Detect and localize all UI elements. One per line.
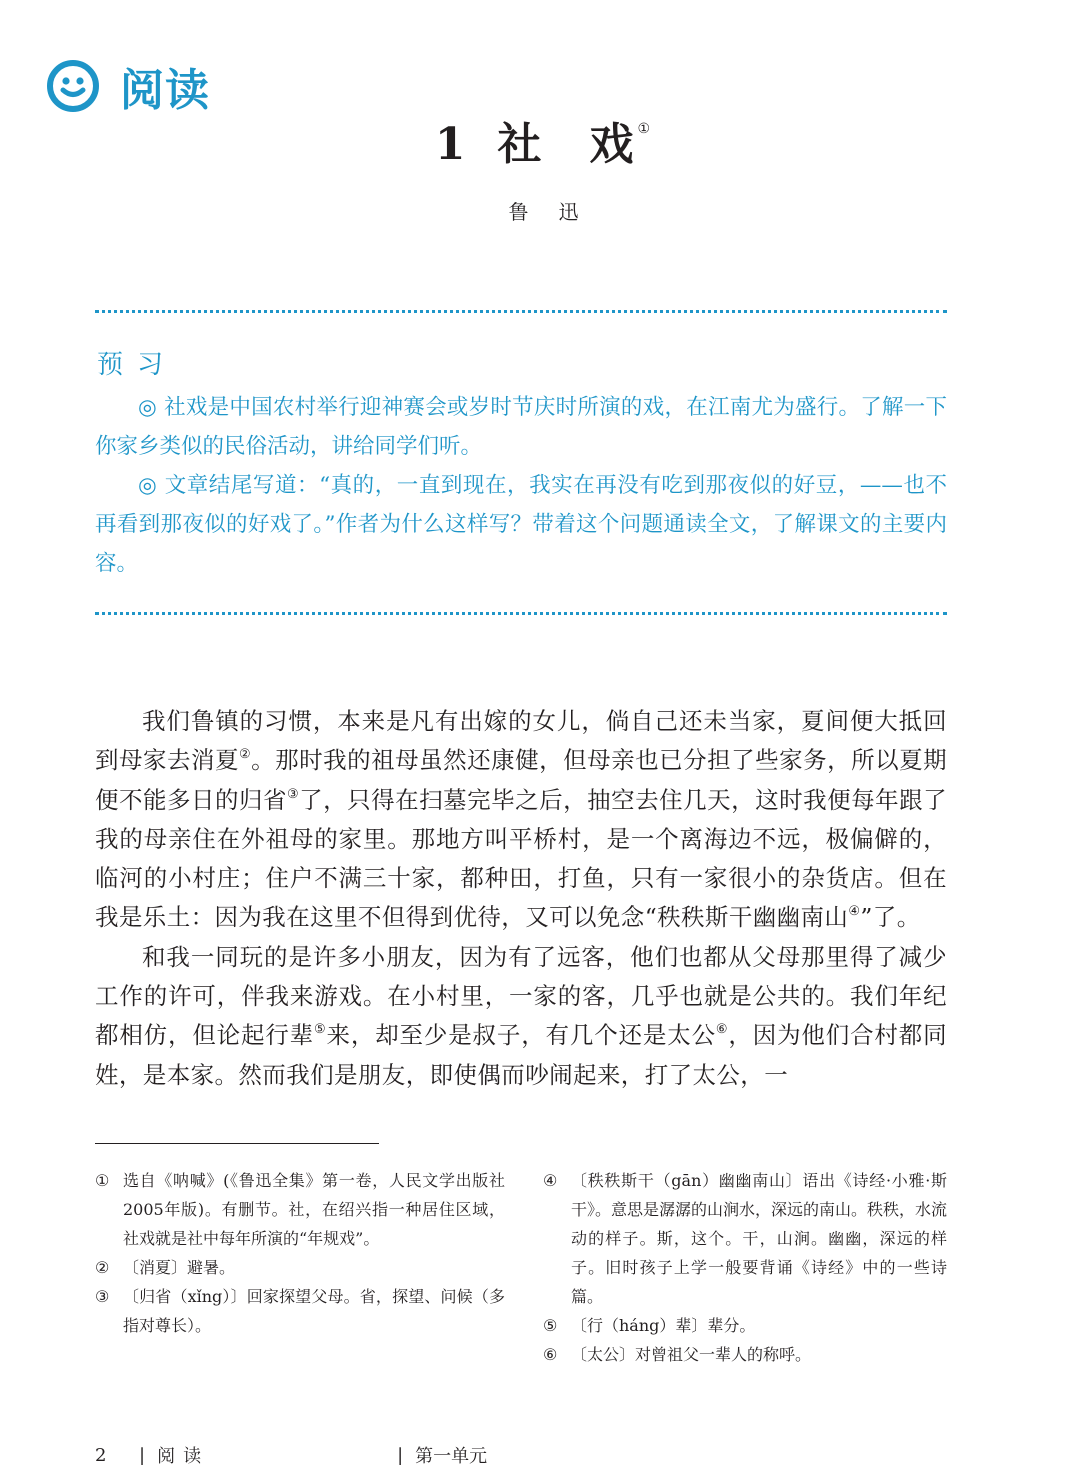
footnote-number: ④ [543,1171,558,1190]
footnote-ref[interactable]: ⑤ [314,1022,327,1038]
footnote-item [95,1253,505,1282]
footnote-ref[interactable]: ⑥ [715,1022,729,1038]
footnote-item [95,1282,505,1340]
body-paragraph: 我们鲁镇的习惯，本来是凡有出嫁的女儿，倘自己还未当家，夏间便大抵回到母家去消夏②。那时我的祖母虽然还康健，但母亲也已分担了些家务，所以夏期便不能多日的归省③了，只得在扫墓完毕之后，抽空去住几天，这时我便每年跟了我的母亲住在外祖母的家里。那地方叫平桥村，是一个离海边不远，极偏僻的，临河的小村庄；住户不满三十家，都种田，打鱼，只有一家很小的杂货店。但在我是乐土：因为我在这里不但得到优待，又可以免念“秩秩斯干幽幽南山④”了。 [95,707,947,932]
footnotes-left-column [95,1166,505,1340]
footnote-item [543,1340,947,1369]
footer-separator: | [397,1444,404,1466]
footnote-ref[interactable]: ④ [848,904,861,920]
footer-unit: 第一单元 [415,1446,488,1467]
footnote-ref[interactable]: ② [239,747,252,763]
footnote-text: 〔行（háng）辈〕辈分。 [571,1316,756,1335]
footnote-divider [95,1143,379,1144]
footnotes-right-column [543,1166,947,1369]
footnote-item [543,1311,947,1340]
footnote-item [95,1166,505,1253]
lesson-title-char-2: 戏 [589,119,636,170]
dotted-divider-top [95,310,947,313]
footnote-text: 选自《呐喊》(《鲁迅全集》第一卷，人民文学出版社2005年版)。有删节。社，在绍兴指一种居住区域，社戏就是社中每年所演的“年规戏”。 [123,1171,505,1248]
page-number: 2 [95,1444,107,1466]
lesson-title-char-1: 社 [497,119,544,170]
preview-item: ◎ 文章结尾写道：“真的，一直到现在，我实在再没有吃到那夜似的好豆，——也不再看到那夜似的好戏了。”作者为什么这样写？带着这个问题通读全文，了解课文的主要内容。 [95,473,947,576]
footnote-text: 〔太公〕对曾祖父一辈人的称呼。 [571,1345,812,1364]
footnote-number: ⑤ [543,1316,558,1335]
smiley-icon [46,59,100,113]
footnote-number: ③ [95,1287,110,1306]
author: 鲁迅 [508,200,609,224]
footnote-number: ① [95,1171,110,1190]
footnote-item [543,1166,947,1311]
section-title: 阅读 [120,65,210,116]
footnote-text: 〔归省（xǐng）〕回家探望父母。省，探望、问候（多指对尊长）。 [123,1287,505,1335]
footnote-number: ② [95,1258,110,1277]
preview-item: ◎ 社戏是中国农村举行迎神赛会或岁时节庆时所演的戏，在江南尤为盛行。了解一下你家乡类似的民俗活动，讲给同学们听。 [95,395,947,459]
body-text [95,702,947,1095]
footnote-text: 〔秩秩斯干（gān）幽幽南山〕语出《诗经·小雅·斯干》。意思是潺潺的山涧水，深远的南山。秩秩，水流动的样子。斯，这个。干，山涧。幽幽，深远的样子。旧时孩子上学一般要背诵《诗经》中的一些诗篇。 [571,1171,948,1306]
footnote-ref[interactable]: ③ [286,786,300,802]
dotted-divider-bottom [95,612,947,615]
body-paragraph: 和我一同玩的是许多小朋友，因为有了远客，他们也都从父母那里得了减少工作的许可，伴我来游戏。在小村里，一家的客，几乎也就是公共的。我们年纪都相仿，但论起行辈⑤来，却至少是叔子，有几个还是太公⑥，因为他们合村都同姓，是本家。然而我们是朋友，即使偶而吵闹起来，打了太公，一 [95,942,947,1089]
page-footer [95,1442,487,1468]
title-footnote-ref[interactable]: ① [637,121,653,137]
lesson-title [0,108,1087,172]
lesson-number: 1 [434,119,468,170]
preview-heading: 预习 [97,350,178,380]
footer-separator: | [139,1444,146,1466]
footnote-number: ⑥ [543,1345,558,1364]
footnote-text: 〔消夏〕避暑。 [123,1258,236,1277]
footer-section: 阅读 [157,1446,210,1467]
